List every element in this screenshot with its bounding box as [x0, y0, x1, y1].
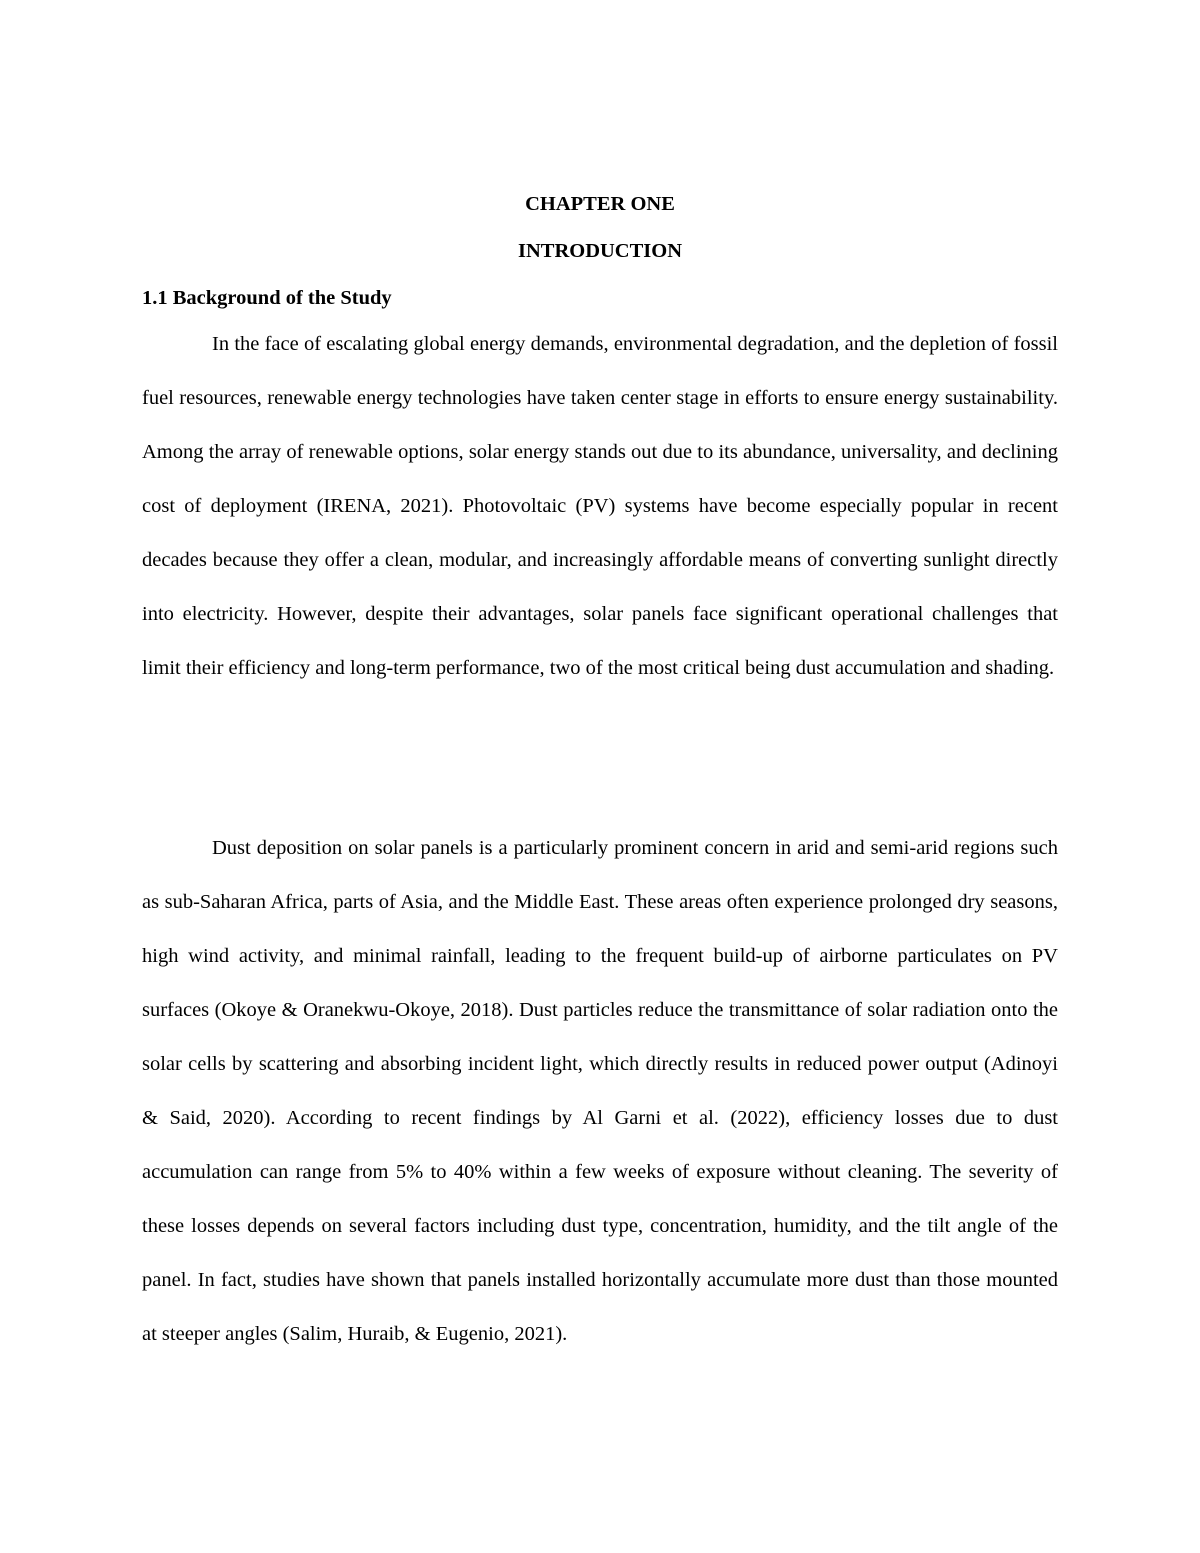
chapter-subtitle: INTRODUCTION: [517, 240, 683, 262]
body-paragraph-1: In the face of escalating global energy demands, environmental degradation, and the depletion of fossil fuel resources, renewable energy technologies have taken center stage in efforts to ensure energy sustainability. Among the array of renewable options, solar energy stands out due to its abundance, universality, and declining cost of deployment (IRENA, 2021). Photovoltaic (PV) systems have become especially popular in recent decades because they offer a clean, modular, and increasingly affordable means of converting sunlight directly into electricity. However, despite their advantages, solar panels face significant operational challenges that limit their efficiency and long-term performance, two of the most critical being dust accumulation and shading.: [142, 333, 1058, 679]
section-heading: 1.1 Background of the Study: [142, 287, 392, 309]
chapter-title: CHAPTER ONE: [525, 193, 675, 215]
body-paragraph-2: Dust deposition on solar panels is a particularly prominent concern in arid and semi-arid regions such as sub-Saharan Africa, parts of Asia, and the Middle East. These areas often experience prolonged dry seasons, high wind activity, and minimal rainfall, leading to the frequent build-up of airborne particulates on PV surfaces (Okoye & Oranekwu-Okoye, 2018). Dust particles reduce the transmittance of solar radiation onto the solar cells by scattering and absorbing incident light, which directly results in reduced power output (Adinoyi & Said, 2020). According to recent findings by Al Garni et al. (2022), efficiency losses due to dust accumulation can range from 5% to 40% within a few weeks of exposure without cleaning. The severity of these losses depends on several factors including dust type, concentration, humidity, and the tilt angle of the panel. In fact, studies have shown that panels installed horizontally accumulate more dust than those mounted at steeper angles (Salim, Huraib, & Eugenio, 2021).: [142, 837, 1058, 1345]
